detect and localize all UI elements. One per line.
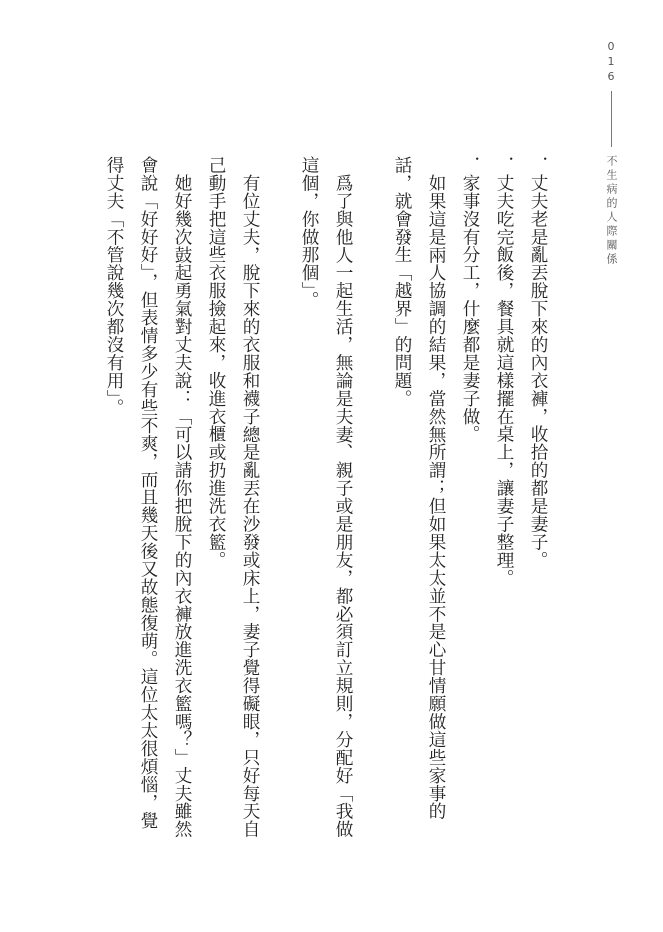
paragraph: 有位丈夫，脫下來的衣服和襪子總是亂丟在沙發或床上，妻子覺得礙眼，只好每天自己動手把這些衣服撿起來，收進衣櫃或扔進洗衣籃。 [206, 156, 260, 838]
bullet-mark: ． [528, 156, 548, 174]
bullet-mark: ． [494, 156, 514, 174]
page-number: 016 [604, 40, 618, 85]
paragraph: 她好幾次鼓起勇氣對丈夫說：「可以請你把脫下的內衣褲放進洗衣籃嗎？」丈夫雖然會說「好好好」，但表情多少有些不爽，而且幾天後又故態復萌。這位太太很煩惱，覺得丈夫「不管說幾次都沒有用」。 [104, 156, 192, 838]
running-header [600, 40, 622, 267]
paragraph: 爲了與他人一起生活，無論是夫妻、親子或是朋友，都必須訂立規則，分配好「我做這個，你做那個」。 [299, 156, 353, 838]
book-title: 不生病的人際關係 [605, 155, 618, 267]
bullet-item [453, 156, 487, 846]
header-rule [611, 91, 612, 147]
body-text [97, 156, 555, 846]
bullet-text: 丈夫老是亂丟脫下來的內衣褲，收拾的都是妻子。 [528, 173, 548, 569]
bullet-text: 丈夫吃完飯後，餐具就這樣擺在桌上，讓妻子整理。 [494, 173, 514, 587]
bullet-mark: ． [460, 156, 480, 174]
bullet-item [521, 156, 555, 846]
bullet-item [487, 156, 521, 846]
bullet-text: 家事沒有分工，什麼都是妻子做。 [460, 173, 480, 444]
paragraph: 如果這是兩人協調的結果，當然無所謂；但如果太太並不是心甘情願做這些家事的話，就會發生「越界」的問題。 [392, 156, 446, 820]
